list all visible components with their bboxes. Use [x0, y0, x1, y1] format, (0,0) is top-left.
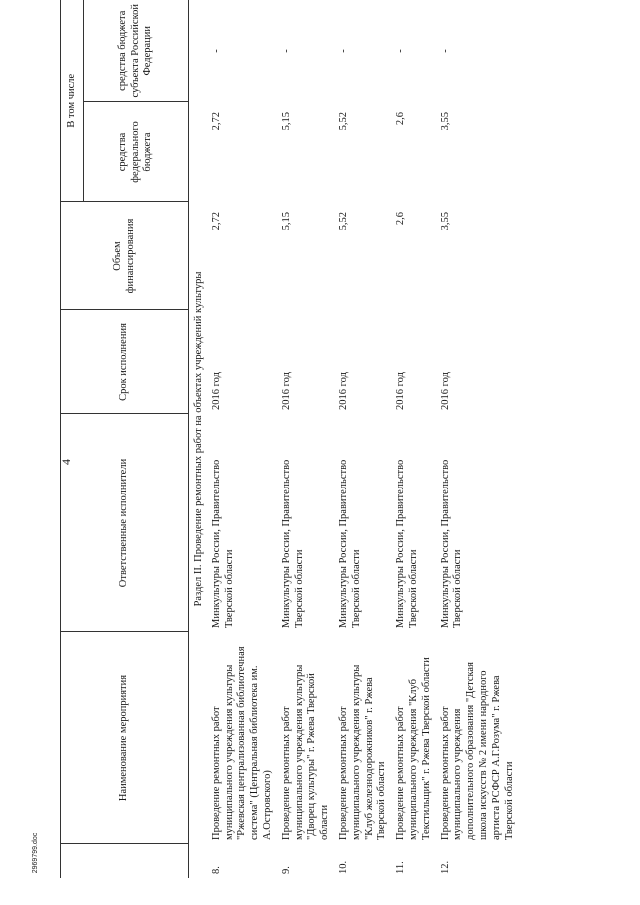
row-executors: Минкультуры России, Правительство Тверской области [337, 459, 362, 628]
row-number: 11. [395, 861, 407, 874]
row-federal: 2,6 [395, 112, 407, 126]
row-name: Проведение ремонтных работ муниципального учреждения "Клуб Текстильщик" г. Ржева Тверской области [395, 657, 432, 840]
row-regional: - [280, 49, 292, 53]
header-executors: Ответственные исполнители [61, 414, 189, 632]
row-volume: 3,55 [439, 212, 451, 231]
table-body [189, 0, 520, 878]
header-deadline: Срок исполнения [61, 310, 189, 414]
row-deadline: 2016 год [439, 372, 451, 410]
row-federal: 5,52 [337, 112, 349, 131]
table-row [278, 0, 335, 878]
row-name: Проведение ремонтных работ муниципального учреждения культуры "Клуб железнодорожников" г. Ржева Тверской области [337, 664, 388, 840]
section-title: Раздел II. Проведение ремонтных работ на объектах учреждений культуры [193, 271, 204, 607]
page-number: 4 [59, 459, 73, 465]
row-regional: - [439, 49, 451, 53]
row-regional: - [210, 49, 222, 53]
document-id: 2969799.doc [32, 832, 39, 874]
row-deadline: 2016 год [337, 372, 349, 410]
row-deadline: 2016 год [210, 372, 222, 410]
table-row [208, 0, 278, 878]
row-number: 9. [280, 866, 292, 874]
header-federal: средства федерального бюджета [84, 102, 189, 202]
table-row [437, 0, 520, 878]
row-executors: Минкультуры России, Правительство Тверской области [210, 459, 235, 628]
table-row [392, 0, 436, 878]
row-name: Проведение ремонтных работ муниципального учреждения дополнительного образования "Детская школа искусств № 2 имени народного артиста РСФСР А.Г.Розума" г. Ржева Тверской области [439, 662, 515, 840]
row-volume: 2,72 [210, 212, 222, 231]
row-executors: Минкультуры России, Правительство Тверской области [439, 459, 464, 628]
row-regional: - [395, 49, 407, 53]
row-volume: 5,15 [280, 212, 292, 231]
row-number: 10. [337, 860, 349, 874]
header-volume: Объем финансирования [61, 202, 189, 310]
header-num-cell [61, 844, 189, 878]
rotated-table-wrapper [60, 0, 610, 878]
row-deadline: 2016 год [395, 372, 407, 410]
row-regional: - [337, 49, 349, 53]
table-row [335, 0, 392, 878]
header-including: В том числе [61, 0, 84, 202]
row-federal: 3,55 [439, 112, 451, 131]
row-number: 12. [439, 860, 451, 874]
row-executors: Минкультуры России, Правительство Тверской области [280, 459, 305, 628]
header-regional: средства бюджета субъекта Российской Федерации [84, 0, 189, 102]
row-number: 8. [210, 866, 222, 874]
row-executors: Минкультуры России, Правительство Тверской области [395, 459, 419, 628]
row-federal: 2,72 [210, 112, 222, 131]
row-federal: 5,15 [280, 112, 292, 131]
row-deadline: 2016 год [280, 372, 292, 410]
row-volume: 5,52 [337, 212, 349, 231]
row-name: Проведение ремонтных работ муниципального учреждения культуры "Ржевская централизованная библиотечная система" (Центральная библиотека им. А.Островского) [210, 646, 273, 840]
row-volume: 2,6 [395, 212, 407, 226]
financing-table [60, 0, 519, 878]
table-header [61, 0, 189, 878]
row-name: Проведение ремонтных работ муниципального учреждения культуры "Дворец культуры" г. Ржева Тверской области [280, 664, 331, 840]
header-name: Наименование мероприятия [61, 632, 189, 844]
